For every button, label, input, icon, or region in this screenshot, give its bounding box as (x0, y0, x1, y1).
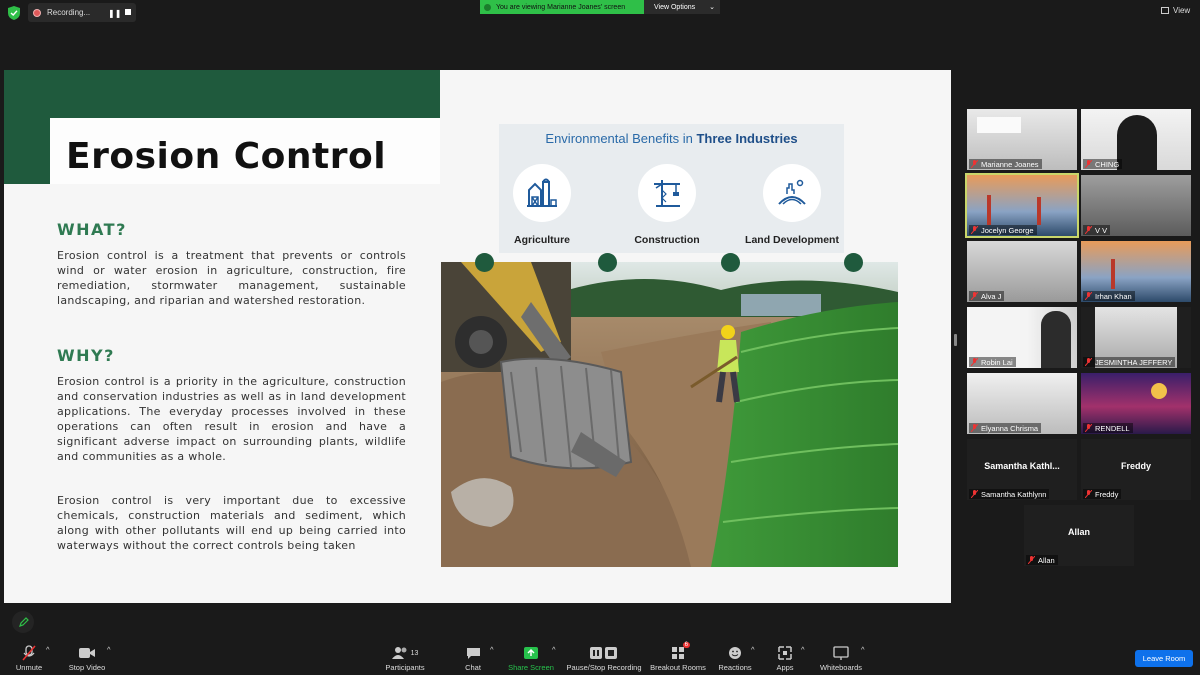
participant-name: JESMINTHA JEFFERY (1095, 357, 1173, 367)
pause-recording-icon[interactable]: ❚❚ (108, 9, 122, 18)
breakout-rooms-icon (671, 646, 685, 660)
participant-name: Jocelyn George (981, 225, 1034, 235)
stop-recording-icon[interactable] (125, 9, 131, 15)
participant-name: Elyanna Chrisma (981, 423, 1039, 433)
industry-label-agriculture: Agriculture (513, 234, 570, 246)
participant-name-tag (1026, 555, 1058, 565)
viewing-label: You are viewing Marianne Joanes' screen (496, 3, 626, 11)
slide-title: Erosion Control (66, 136, 387, 177)
participant-name-tag (969, 423, 1041, 433)
muted-mic-icon (971, 160, 978, 168)
bridge-tower-shape (1037, 197, 1041, 225)
gallery-collapse-handle[interactable] (954, 334, 957, 346)
muted-mic-icon (971, 490, 978, 498)
chat-bubble-icon (466, 647, 481, 660)
construction-site-photo (441, 262, 898, 567)
industry-agriculture (492, 164, 592, 246)
participant-name: V V (1095, 225, 1108, 235)
muted-mic-icon (1028, 556, 1035, 564)
video-tile[interactable] (1081, 109, 1191, 170)
apps-button[interactable] (772, 645, 798, 672)
video-tile[interactable] (967, 241, 1077, 302)
muted-mic-icon (971, 226, 978, 234)
video-tile[interactable] (1081, 373, 1191, 434)
participant-name-tag (1083, 159, 1122, 169)
reactions-label: Reactions (718, 663, 752, 672)
participant-name-tag (969, 489, 1049, 499)
video-tile-active-speaker[interactable] (967, 175, 1077, 236)
crane-icon (650, 176, 684, 210)
participant-name: Alva J (981, 291, 1002, 301)
why-heading: WHY? (57, 346, 115, 365)
muted-mic-icon (1085, 292, 1092, 300)
muted-mic-icon (971, 292, 978, 300)
participant-name: Freddy (1095, 489, 1119, 499)
reactions-options-caret[interactable]: ^ (751, 645, 755, 654)
video-tile[interactable] (967, 307, 1077, 368)
participant-name: CHING (1095, 159, 1120, 169)
viewing-banner (480, 0, 644, 14)
what-heading: WHAT? (57, 220, 127, 239)
participants-icon (392, 646, 410, 660)
muted-mic-icon (1085, 358, 1092, 366)
video-tile[interactable] (967, 109, 1077, 170)
video-options-caret[interactable]: ^ (107, 645, 111, 654)
muted-mic-icon (1085, 424, 1092, 432)
what-paragraph: Erosion control is a treatment that prevents or controls wind or water erosion in agriculture, construction, fire remediation, stormwater management, sustainable landscaping, and riparian and watershed restoration. (57, 249, 406, 307)
participant-name: Samantha Kathlynn (981, 489, 1047, 499)
industry-label-construction: Construction (634, 234, 700, 246)
land-icon (775, 176, 809, 210)
participant-name-tag (1083, 357, 1175, 367)
pause-stop-recording-button[interactable] (565, 645, 643, 672)
participants-button[interactable] (382, 645, 428, 672)
share-screen-button[interactable] (507, 645, 555, 672)
excavator-scene-image (441, 262, 898, 567)
participant-name-tag (1083, 489, 1121, 499)
timeline-dot (721, 253, 740, 272)
participant-name-tag (1083, 423, 1133, 433)
share-options-caret[interactable]: ^ (552, 645, 556, 654)
participant-name-tag (1083, 291, 1135, 301)
benefits-title (499, 131, 844, 146)
why-paragraph: Erosion control is a priority in the agriculture, construction and conservation industries as well as in land development applications. The everyday processes involved in these operations can often result in erosion and have a significant adverse impact on surrounding plants, wildlife and communities as a whole. (57, 375, 406, 463)
view-options-label: View Options (654, 3, 696, 11)
whiteboard-icon (833, 646, 849, 660)
timeline-dot (844, 253, 863, 272)
video-tile-camera-off[interactable] (967, 439, 1077, 500)
unmute-label: Unmute (15, 663, 43, 672)
video-tile[interactable] (1081, 307, 1191, 368)
recording-label: Recording... (47, 8, 91, 17)
participant-display-name: Samantha Kathl... (984, 461, 1060, 471)
share-screen-icon (523, 646, 539, 660)
chat-label: Chat (465, 663, 481, 672)
chevron-down-icon: ⌄ (709, 4, 715, 11)
person-silhouette (1041, 311, 1071, 368)
muted-mic-icon (1085, 226, 1092, 234)
chat-options-caret[interactable]: ^ (490, 645, 494, 654)
video-camera-icon (78, 647, 96, 659)
video-tile[interactable] (1081, 175, 1191, 236)
smiley-icon (728, 646, 742, 660)
whiteboards-label: Whiteboards (819, 663, 863, 672)
industry-label-land-development: Land Development (745, 234, 839, 246)
air-conditioner-shape (977, 117, 1021, 133)
barn-icon (525, 176, 559, 210)
person-silhouette (1117, 115, 1157, 170)
whiteboards-button[interactable] (818, 645, 864, 672)
video-tile-camera-off[interactable] (1024, 505, 1134, 566)
muted-mic-icon (22, 645, 36, 661)
benefits-panel (499, 124, 844, 253)
bridge-tower-shape (987, 195, 991, 225)
stop-video-label: Stop Video (68, 663, 106, 672)
shared-slide (4, 70, 951, 603)
pause-stop-icon (589, 646, 619, 660)
participant-name: Marianne Joanes (981, 159, 1039, 169)
unmute-button[interactable] (10, 645, 48, 672)
apps-options-caret[interactable]: ^ (801, 645, 805, 654)
view-label: View (1173, 6, 1191, 15)
apps-icon (778, 646, 792, 660)
video-tile-camera-off[interactable] (1081, 439, 1191, 500)
participants-label: Participants (385, 663, 425, 672)
chat-button[interactable] (461, 645, 485, 672)
industry-construction (617, 164, 717, 246)
muted-mic-icon (971, 424, 978, 432)
reactions-button[interactable] (718, 645, 752, 672)
muted-mic-icon (1085, 490, 1092, 498)
muted-mic-icon (971, 358, 978, 366)
view-options-button[interactable] (644, 0, 720, 14)
audio-options-caret[interactable]: ^ (46, 645, 50, 654)
breakout-rooms-label: Breakout Rooms (650, 663, 706, 672)
leave-room-button[interactable]: Leave Room (1135, 650, 1193, 667)
apps-label: Apps (776, 663, 794, 672)
whiteboards-options-caret[interactable]: ^ (861, 645, 865, 654)
recording-dot-icon (33, 9, 41, 17)
participant-name-tag (969, 291, 1004, 301)
meeting-toolbar (0, 638, 1200, 675)
timeline-dot (475, 253, 494, 272)
why-paragraph-2: Erosion control is very important due to excessive chemicals, construction materials and sediment, which along with other pollutants will end up being carried into waterways without the correct controls being taken (57, 494, 406, 552)
breakout-rooms-button[interactable] (650, 642, 706, 672)
participant-name: Robin Lai (981, 357, 1013, 367)
muted-mic-icon (1085, 160, 1092, 168)
share-screen-label: Share Screen (508, 663, 554, 672)
video-tile[interactable] (967, 373, 1077, 434)
participant-name-tag (969, 357, 1016, 367)
participant-display-name: Allan (1067, 527, 1090, 537)
timeline-dot (598, 253, 617, 272)
participant-name-tag (969, 159, 1042, 169)
meeting-top-bar (0, 0, 1200, 26)
video-tile[interactable] (1081, 241, 1191, 302)
pause-stop-recording-label: Pause/Stop Recording (566, 663, 642, 672)
participant-display-name: Freddy (1120, 461, 1151, 471)
participant-name: Allan (1038, 555, 1055, 565)
benefits-title-a: Environmental Benefits in (545, 131, 693, 146)
participant-name-tag (969, 225, 1037, 235)
participants-count: 13 (410, 649, 419, 657)
participant-name: Irhan Khan (1095, 291, 1132, 301)
stop-video-button[interactable] (64, 645, 110, 672)
breakout-rooms-badge: 6 (684, 642, 688, 648)
participant-name-tag (1083, 225, 1110, 235)
view-button[interactable] (1161, 6, 1190, 15)
annotate-pen-button[interactable] (12, 611, 34, 633)
participant-name: RENDELL (1095, 423, 1130, 433)
shield-icon[interactable] (8, 6, 20, 20)
industry-land-development (742, 164, 842, 246)
recording-indicator (28, 3, 136, 22)
pen-icon (18, 617, 29, 628)
title-band (4, 70, 440, 118)
bridge-tower-shape (1111, 259, 1115, 289)
title-band-side (4, 118, 50, 184)
sun-shape (1151, 383, 1167, 399)
grid-view-icon (1161, 7, 1169, 14)
share-status-icon (484, 4, 491, 11)
benefits-title-b: Three Industries (696, 131, 798, 146)
